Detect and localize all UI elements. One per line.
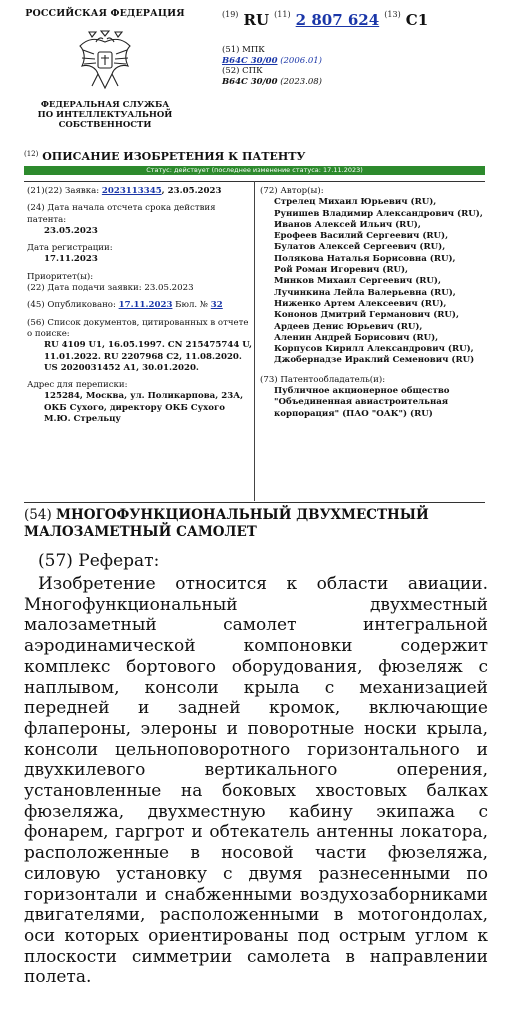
authors-list — [260, 197, 485, 366]
author-item: Ниженко Артем Алексеевич (RU), — [274, 298, 447, 309]
mpk-class-link[interactable]: B64C 30/00 — [222, 55, 278, 66]
priority-label: Приоритет(ы): — [27, 271, 94, 282]
coat-of-arms-icon — [74, 28, 136, 94]
invention-code: (54) — [24, 507, 52, 523]
code-11: (11) — [274, 10, 291, 19]
author-item: Полякова Наталья Борисовна (RU), — [274, 253, 456, 264]
invention-title — [24, 507, 494, 541]
term-label: (24) Дата начала отсчета срока действия патента: — [27, 203, 216, 225]
title-code: (12) — [24, 150, 39, 158]
term-date: 23.05.2023 — [44, 225, 98, 236]
agency-line-2: ПО ИНТЕЛЛЕКТУАЛЬНОЙ СОБСТВЕННОСТИ — [37, 110, 173, 130]
author-item: Ардеев Денис Юрьевич (RU), — [274, 321, 423, 332]
biblio-right-column — [260, 186, 485, 420]
mpk-label: (51) МПК — [222, 45, 265, 55]
abstract-heading: (57) Реферат: — [38, 551, 160, 571]
country-name: РОССИЙСКАЯ ФЕДЕРАЦИЯ — [25, 8, 185, 19]
author-item: Минков Михаил Сергеевич (RU), — [274, 276, 441, 287]
code-19: (19) — [222, 10, 239, 19]
author-item: Рунишев Владимир Александрович (RU), — [274, 208, 483, 219]
patent-id-line — [222, 10, 502, 29]
registration — [27, 243, 252, 266]
spk-label: (52) СПК — [222, 66, 263, 76]
application-number-link[interactable]: 2023113345 — [101, 186, 162, 196]
address-text: 125284, Москва, ул. Поликарпова, 23А, ОКБ Сухого, директору ОКБ Сухого М.Ю. Стрельцу — [44, 391, 244, 425]
priority — [27, 272, 252, 295]
header-right — [222, 10, 502, 87]
term-start — [27, 203, 252, 237]
cited-label: (56) Список документов, цитированных в отчете о поиске: — [27, 317, 249, 339]
agency-line-1: ФЕДЕРАЛЬНАЯ СЛУЖБА — [40, 100, 170, 110]
author-item: Рой Роман Игоревич (RU), — [274, 265, 409, 276]
spk-class: B64C 30/00 — [222, 76, 278, 87]
cited-text: RU 4109 U1, 16.05.1997. CN 215475744 U, 11.01.2022. RU 2207968 C2, 11.08.2020. US 2020031452 A1, 30.01.2020. — [44, 340, 252, 373]
status-bar: Статус: действует (последнее изменение статуса: 17.11.2023) — [24, 166, 485, 175]
bulletin-number-link[interactable]: 32 — [210, 300, 223, 311]
application-date: , 23.05.2023 — [161, 186, 222, 196]
kind-code: C1 — [405, 11, 429, 29]
author-item: Стрелец Михаил Юрьевич (RU), — [274, 197, 437, 208]
cited-documents — [27, 318, 252, 374]
author-item: Булатов Алексей Сергеевич (RU), — [274, 242, 446, 253]
spk-date: (2023.08) — [280, 76, 322, 87]
correspondence-address — [27, 380, 252, 425]
published — [27, 300, 252, 311]
header-left — [0, 8, 210, 130]
author-item: Корпусов Кирилл Александрович (RU), — [274, 344, 474, 355]
owner-text: Публичное акционерное общество "Объединенная авиастроительная корпорация" (ПАО "ОАК") (RU) — [274, 386, 450, 419]
authors-label: (72) Автор(ы): — [260, 186, 324, 196]
author-item: Джобернадзе Ираклий Семенович (RU) — [274, 355, 475, 366]
registration-date: 17.11.2023 — [44, 254, 98, 265]
author-item: Иванов Алексей Ильич (RU), — [274, 219, 421, 230]
abstract-text: Изобретение относится к области авиации. Многофункциональный двухместный малозаметный самолет интегральной аэродинамической компоновки содержит комплекс бортового оборудования, фюзеляж с наплывом, консоли крыла с механизацией передней и задней кромок, включающие флапероны, элероны и поворотные носки крыла, консоли цельноповоротного горизонтального и двухкилевого вертикального оперения, установленные на боковых хвостовых балках фюзеляжа, двухместную кабину экипажа с фонарем, гаргрот и обтекатель антенны локатора, расположенные в носовой части фюзеляжа, силовую установку с двумя разнесенными по горизонтали и снабженными воздухозаборниками двигателями, расположенными в мотогондолах, оси которых ориентированы под острым углом к плоскости симметрии самолета в направлении полета. — [24, 574, 488, 988]
invention-title-text: МНОГОФУНКЦИОНАЛЬНЫЙ ДВУХМЕСТНЫЙ МАЛОЗАМЕТНЫЙ САМОЛЕТ — [24, 507, 429, 540]
published-label: (45) Опубликовано: — [27, 300, 116, 311]
priority-value: (22) Дата подачи заявки: 23.05.2023 — [27, 283, 194, 294]
published-date-link[interactable]: 17.11.2023 — [118, 300, 173, 311]
owner-label: (73) Патентообладатель(и): — [260, 374, 386, 385]
bulletin-label: Бюл. № — [175, 300, 209, 311]
author-item: Аленин Андрей Борисович (RU), — [274, 332, 439, 343]
registration-label: Дата регистрации: — [27, 243, 113, 254]
application-label: (21)(22) Заявка: — [27, 186, 100, 196]
author-item: Ерофеев Василий Сергеевич (RU), — [274, 231, 449, 242]
author-item: Кононов Дмитрий Германович (RU), — [274, 310, 459, 321]
column-divider — [254, 181, 255, 501]
document-title — [24, 150, 305, 163]
classification-block — [222, 45, 502, 87]
author-item: Лучинкина Лейла Валерьевна (RU), — [274, 287, 456, 298]
code-13: (13) — [384, 10, 401, 19]
address-label: Адрес для переписки: — [27, 380, 128, 391]
country-code: RU — [243, 11, 270, 29]
patent-number-link[interactable]: 2 807 624 — [295, 11, 380, 29]
mpk-date: (2006.01) — [280, 55, 322, 66]
title-text: ОПИСАНИЕ ИЗОБРЕТЕНИЯ К ПАТЕНТУ — [42, 150, 306, 163]
biblio-left-column — [27, 186, 252, 431]
application-line — [27, 186, 252, 197]
